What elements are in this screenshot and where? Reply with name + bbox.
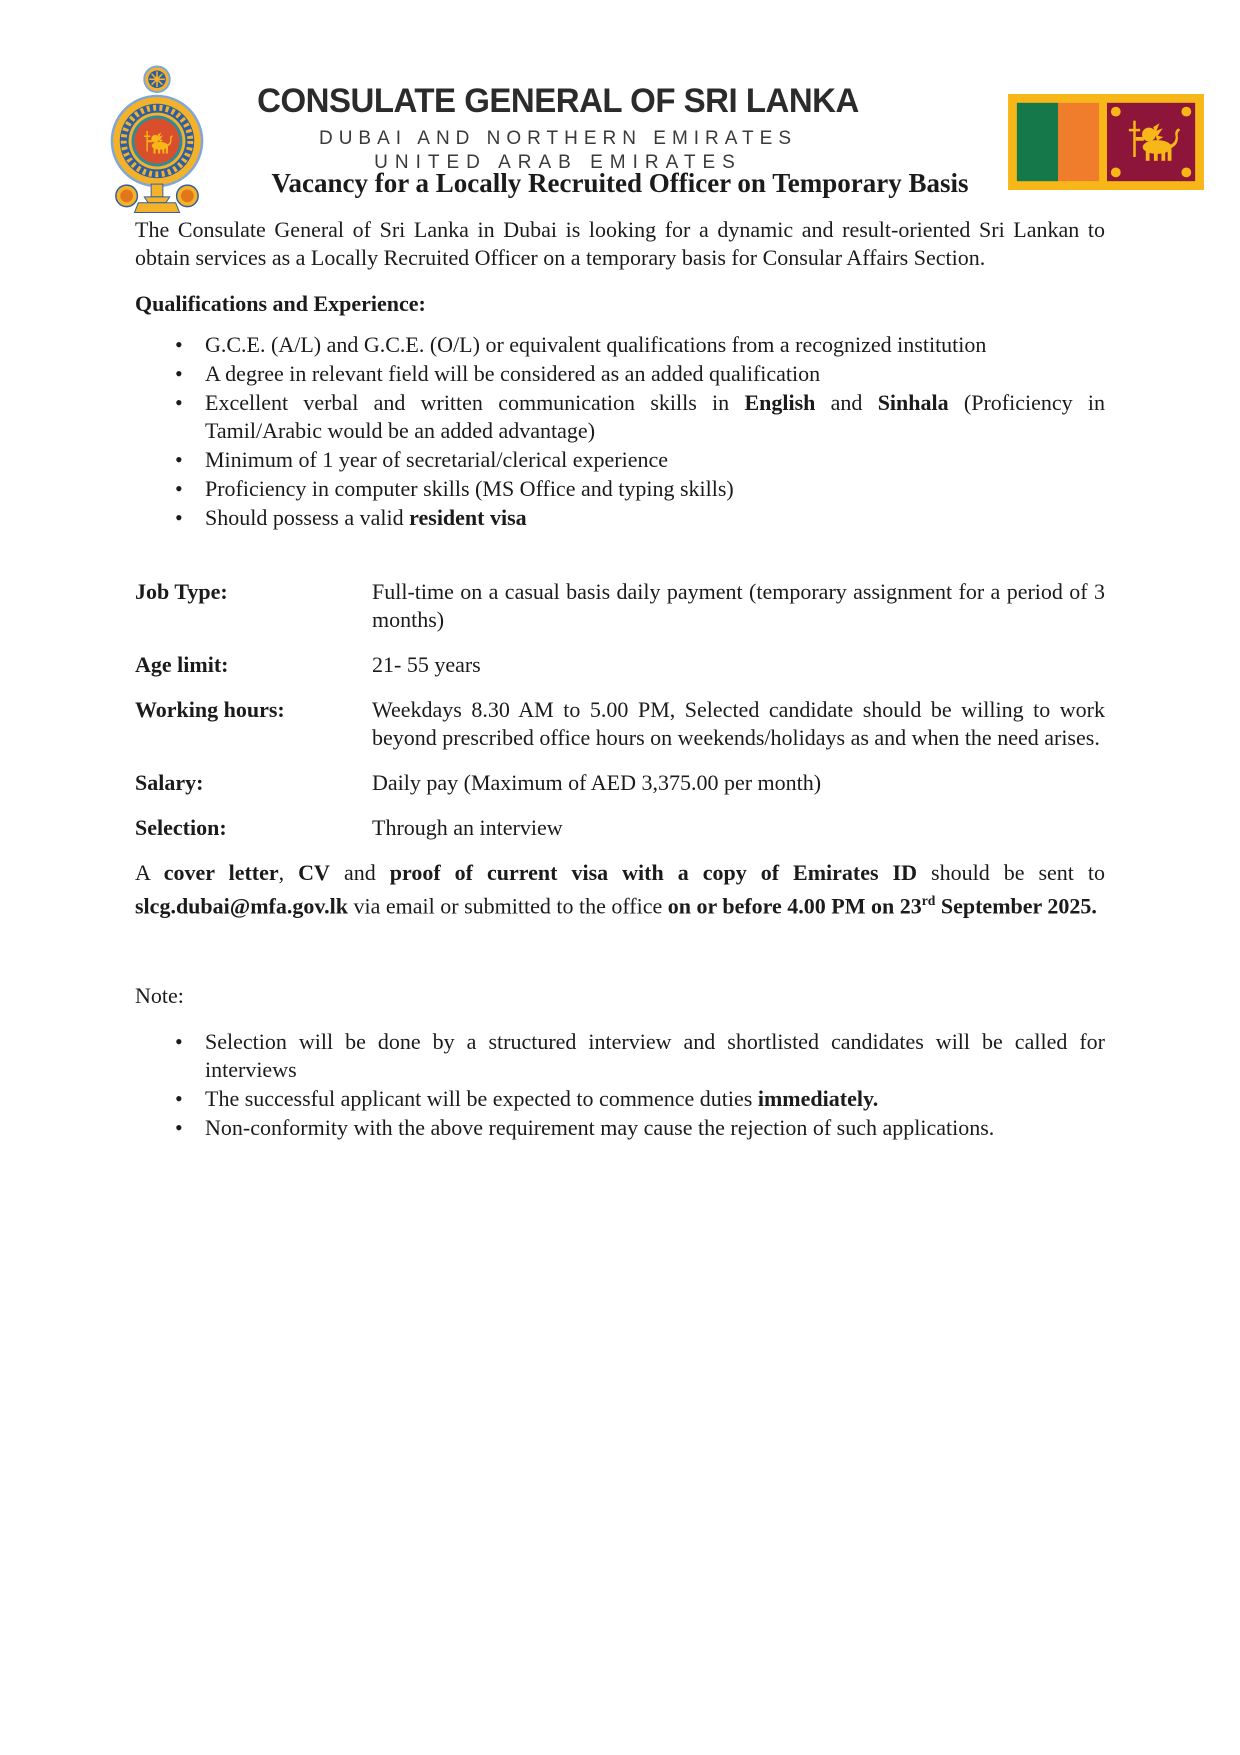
application-instructions: A cover letter, CV and proof of current visa with a copy of Emirates ID should be sent to slcg.dubai@mfa.gov.lk via email or submitted to the office on or before 4.00 PM on 23rd September 2025. <box>135 860 1106 919</box>
detail-row-selection <box>135 814 1105 842</box>
detail-row-job-type <box>135 578 1105 634</box>
note-item: • Selection will be done by a structured interview and shortlisted candidates will be called for interviews <box>135 1028 1105 1084</box>
vacancy-title: Vacancy for a Locally Recruited Officer on Temporary Basis <box>271 168 969 198</box>
qualification-item: • Minimum of 1 year of secretarial/clerical experience <box>135 446 1105 474</box>
qualification-item: • A degree in relevant field will be considered as an added qualification <box>135 360 1105 388</box>
sri-lanka-state-emblem-icon <box>108 62 206 220</box>
detail-label: Job Type: <box>135 579 228 604</box>
letterhead-text <box>228 82 888 174</box>
document-body <box>0 168 1240 1142</box>
detail-row-salary <box>135 769 1105 797</box>
qualifications-list <box>135 331 1105 532</box>
note-item: • Non-conformity with the above requirement may cause the rejection of such applications. <box>135 1114 1105 1142</box>
qualification-item: • G.C.E. (A/L) and G.C.E. (O/L) or equivalent qualifications from a recognized institution <box>135 331 1105 359</box>
qualifications-heading: Qualifications and Experience: <box>135 291 426 316</box>
detail-value: Weekdays 8.30 AM to 5.00 PM, Selected candidate should be willing to work beyond prescribed office hours on weekends/holidays as and when the need arises. <box>372 697 1105 750</box>
detail-label: Selection: <box>135 815 227 840</box>
org-name: CONSULATE GENERAL OF SRI LANKA <box>257 82 859 120</box>
detail-value: Full-time on a casual basis daily payment (temporary assignment for a period of 3 months) <box>372 579 1105 632</box>
note-heading: Note: <box>135 983 184 1009</box>
notes-list <box>135 1028 1105 1142</box>
detail-row-working-hours <box>135 696 1105 752</box>
letterhead <box>0 0 1240 173</box>
qualification-item: • Excellent verbal and written communication skills in English and Sinhala (Proficiency in Tamil/Arabic would be an added advantage) <box>135 389 1105 445</box>
detail-label: Salary: <box>135 770 204 795</box>
qualification-item: • Proficiency in computer skills (MS Office and typing skills) <box>135 475 1105 503</box>
note-item: • The successful applicant will be expected to commence duties immediately. <box>135 1085 1105 1113</box>
detail-value: Daily pay (Maximum of AED 3,375.00 per month) <box>372 770 822 795</box>
detail-label: Working hours: <box>135 697 285 722</box>
org-subtitle-country: UNITED ARAB EMIRATES <box>374 152 742 173</box>
intro-paragraph: The Consulate General of Sri Lanka in Dubai is looking for a dynamic and result-oriented Sri Lankan to obtain services as a Locally Recruited Officer on a temporary basis for Consular Affairs Section. <box>135 217 1105 270</box>
detail-label: Age limit: <box>135 652 229 677</box>
job-details <box>135 578 1105 842</box>
detail-value: 21- 55 years <box>372 652 481 677</box>
detail-value: Through an interview <box>372 815 563 840</box>
org-subtitle-region: DUBAI AND NORTHERN EMIRATES <box>318 128 797 149</box>
qualification-item: • Should possess a valid resident visa <box>135 504 1105 532</box>
detail-row-age-limit <box>135 651 1105 679</box>
sri-lanka-flag-icon <box>1008 94 1204 190</box>
